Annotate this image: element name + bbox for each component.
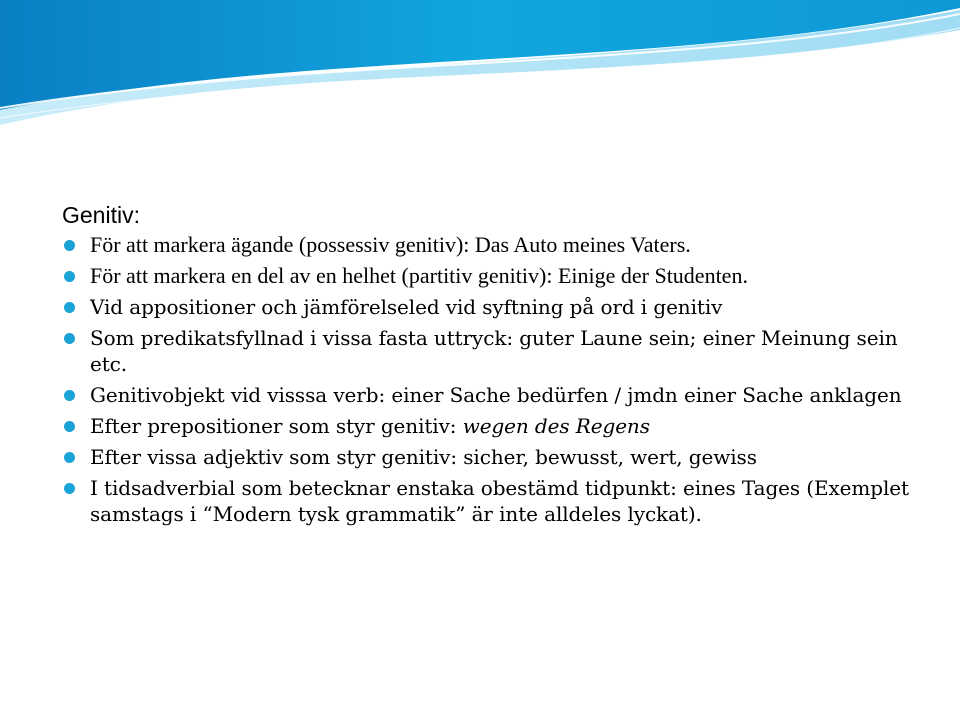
bullet-text-italic: wegen des Regens bbox=[462, 414, 650, 438]
bullet-item bbox=[62, 382, 922, 408]
bullet-item bbox=[62, 325, 922, 377]
bullet-item bbox=[62, 232, 922, 258]
bullet-icon bbox=[64, 452, 75, 463]
bullet-text: Efter vissa adjektiv som styr genitiv: sicher, bewusst, wert, gewiss bbox=[90, 445, 757, 469]
bullet-text: Efter prepositioner som styr genitiv: bbox=[90, 414, 463, 438]
slide-body bbox=[62, 200, 922, 532]
bullet-icon bbox=[64, 240, 75, 251]
bullet-icon bbox=[64, 333, 75, 344]
bullet-item bbox=[62, 413, 922, 439]
header-wave-decoration bbox=[0, 0, 960, 140]
bullet-list bbox=[62, 232, 922, 527]
bullet-item bbox=[62, 475, 922, 527]
bullet-text: Vid appositioner och jämförelseled vid syftning på ord i genitiv bbox=[90, 295, 723, 319]
bullet-icon bbox=[64, 421, 75, 432]
bullet-icon bbox=[64, 390, 75, 401]
bullet-icon bbox=[64, 271, 75, 282]
bullet-icon bbox=[64, 302, 75, 313]
bullet-icon bbox=[64, 483, 75, 494]
section-heading: Genitiv: bbox=[62, 202, 140, 228]
bullet-item bbox=[62, 263, 922, 289]
bullet-text: I tidsadverbial som betecknar enstaka obestämd tidpunkt: eines Tages (Exemplet samstags i “Modern tysk grammatik” är inte alldeles lyckat). bbox=[90, 476, 909, 526]
bullet-text: Som predikatsfyllnad i vissa fasta uttryck: guter Laune sein; einer Meinung sein etc. bbox=[90, 326, 898, 376]
bullet-text: För att markera en del av en helhet (partitiv genitiv): Einige der Studenten. bbox=[90, 263, 748, 288]
bullet-item bbox=[62, 444, 922, 470]
bullet-text: För att markera ägande (possessiv genitiv): Das Auto meines Vaters. bbox=[90, 232, 691, 257]
bullet-item bbox=[62, 294, 922, 320]
bullet-text: Genitivobjekt vid visssa verb: einer Sache bedürfen / jmdn einer Sache anklagen bbox=[90, 383, 902, 407]
